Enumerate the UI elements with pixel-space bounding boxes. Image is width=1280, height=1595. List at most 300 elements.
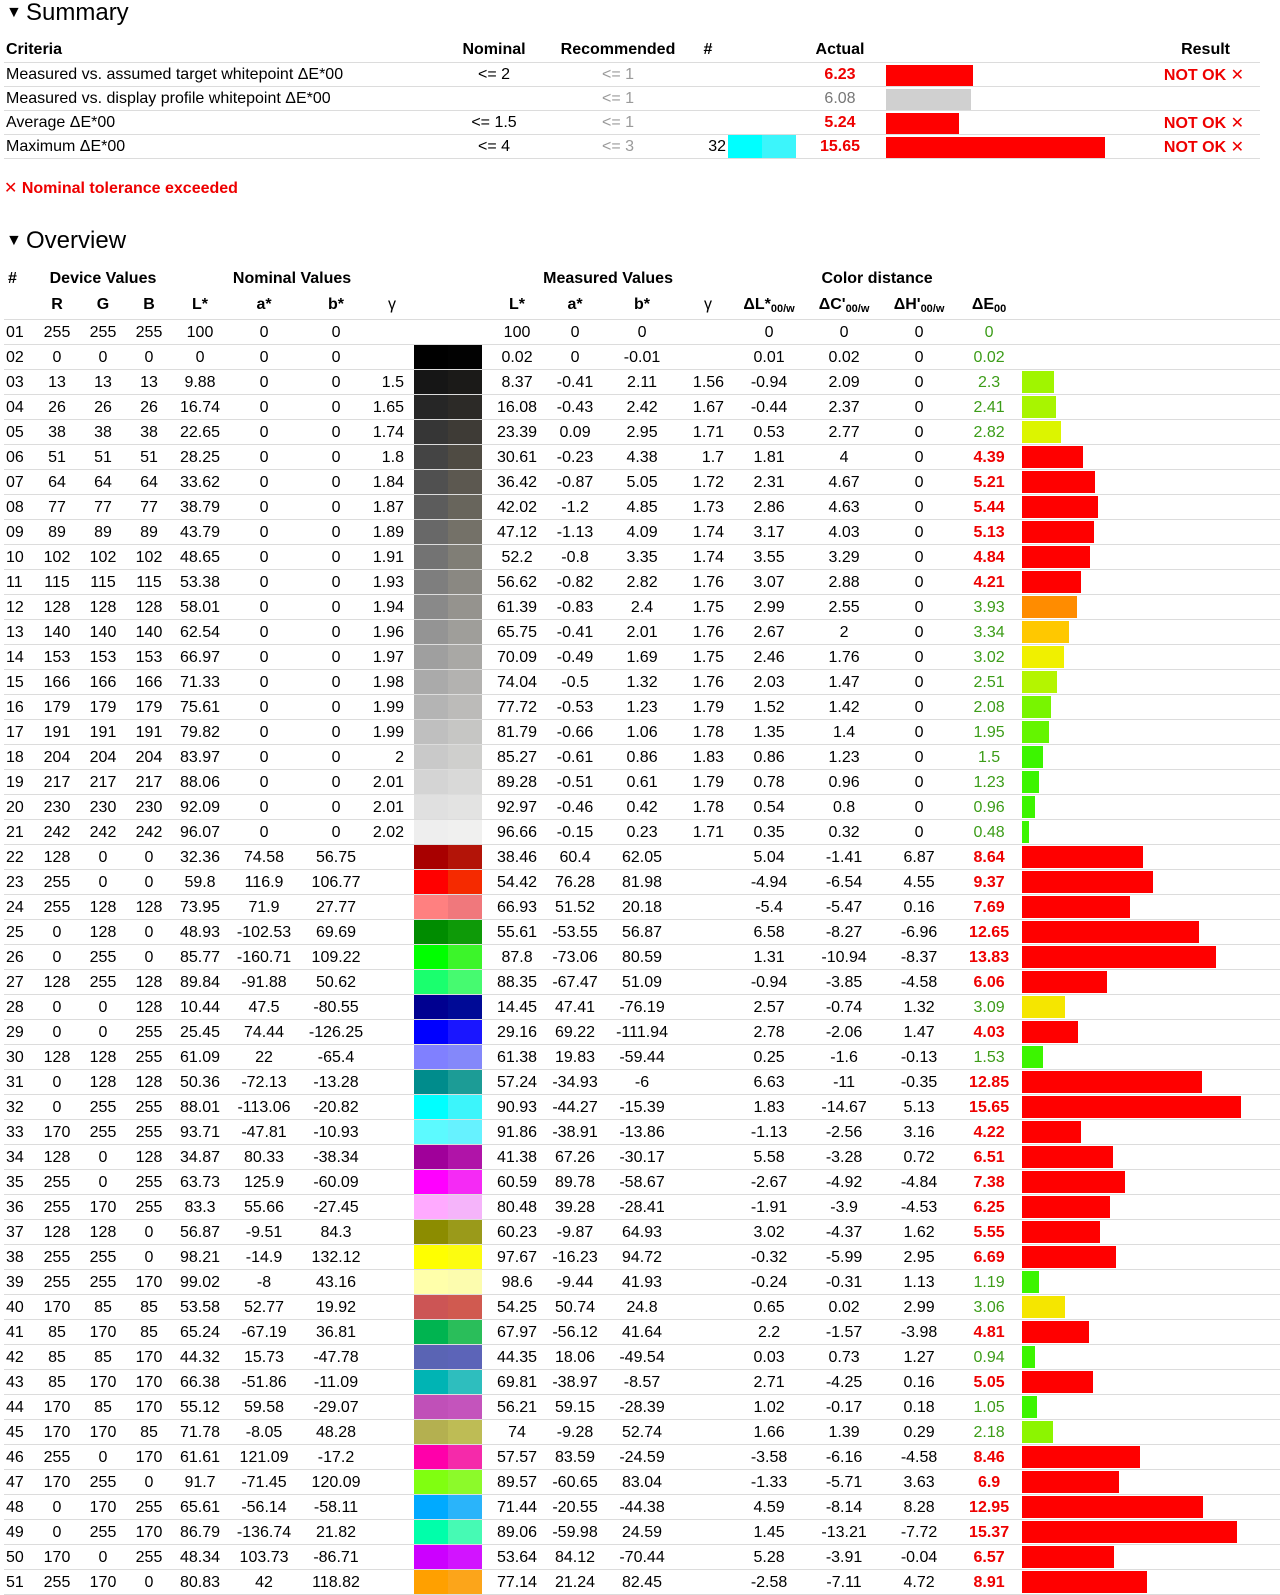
- nominal-b-cell: -86.71: [300, 1545, 372, 1570]
- summary-table: [4, 38, 1260, 159]
- delta-h-cell: 3.16: [882, 1120, 956, 1145]
- delta-l-cell: -0.32: [732, 1245, 806, 1270]
- measured-gamma-cell: 1.75: [684, 645, 732, 670]
- nominal-b-cell: 50.62: [300, 970, 372, 995]
- color-swatch-cell: [412, 720, 484, 745]
- measured-gamma-cell: [684, 1345, 732, 1370]
- delta-e-bar-cell: [1022, 870, 1280, 895]
- nominal-a-cell: 0: [228, 795, 300, 820]
- delta-c-cell: 1.76: [806, 645, 882, 670]
- delta-h-cell: 0.72: [882, 1145, 956, 1170]
- measured-b-cell: 2.42: [600, 395, 684, 420]
- measured-l-cell: 57.57: [484, 1445, 550, 1470]
- delta-l-cell: 1.52: [732, 695, 806, 720]
- index-cell: 46: [4, 1445, 34, 1470]
- swatch-cell: [728, 87, 796, 111]
- g-cell: 170: [80, 1420, 126, 1445]
- delta-e-bar-cell: [1022, 570, 1280, 595]
- nominal-b-cell: 0: [300, 370, 372, 395]
- nominal-l-cell: 66.97: [172, 645, 228, 670]
- nominal-a-cell: 125.9: [228, 1170, 300, 1195]
- table-row: [4, 870, 1280, 895]
- bar-cell: [884, 87, 1116, 111]
- nominal-b-cell: -60.09: [300, 1170, 372, 1195]
- table-row: [4, 1020, 1280, 1045]
- measured-b-cell: 80.59: [600, 945, 684, 970]
- table-row: [4, 1570, 1280, 1595]
- nominal-gamma-cell: [372, 1345, 412, 1370]
- g-cell: 191: [80, 720, 126, 745]
- measured-gamma-cell: [684, 1220, 732, 1245]
- nominal-gamma-cell: 1.74: [372, 420, 412, 445]
- measured-gamma-cell: [684, 1295, 732, 1320]
- index-cell: 48: [4, 1495, 34, 1520]
- measured-swatch: [448, 1420, 482, 1444]
- b-cell: 255: [126, 1195, 172, 1220]
- delta-e-bar-cell: [1022, 495, 1280, 520]
- measured-gamma-cell: [684, 1095, 732, 1120]
- nominal-b-cell: 0: [300, 570, 372, 595]
- delta-h-cell: 0: [882, 445, 956, 470]
- nominal-gamma-cell: [372, 920, 412, 945]
- measured-l-cell: 23.39: [484, 420, 550, 445]
- delta-e-cell: 5.55: [956, 1220, 1022, 1245]
- delta-c-cell: 1.42: [806, 695, 882, 720]
- delta-c-cell: 0.02: [806, 1295, 882, 1320]
- measured-l-cell: 41.38: [484, 1145, 550, 1170]
- measured-a-cell: 89.78: [550, 1170, 600, 1195]
- nominal-l-cell: 71.78: [172, 1420, 228, 1445]
- nominal-gamma-header: γ: [372, 290, 412, 320]
- r-cell: 255: [34, 895, 80, 920]
- nominal-a-cell: -102.53: [228, 920, 300, 945]
- table-row: [4, 595, 1280, 620]
- nominal-a-cell: 0: [228, 470, 300, 495]
- delta-c-cell: -3.28: [806, 1145, 882, 1170]
- delta-bar: [886, 65, 973, 86]
- measured-l-cell: 67.97: [484, 1320, 550, 1345]
- table-row: [4, 395, 1280, 420]
- index-cell: 29: [4, 1020, 34, 1045]
- summary-row: [4, 87, 1260, 111]
- delta-h-cell: 8.28: [882, 1495, 956, 1520]
- r-cell: 170: [34, 1120, 80, 1145]
- r-cell: 230: [34, 795, 80, 820]
- nominal-gamma-cell: 1.5: [372, 370, 412, 395]
- table-row: [4, 895, 1280, 920]
- index-cell: 24: [4, 895, 34, 920]
- b-cell: 217: [126, 770, 172, 795]
- measured-gamma-cell: [684, 320, 732, 345]
- actual-cell: 5.24: [796, 111, 884, 135]
- nominal-b-cell: 0: [300, 470, 372, 495]
- measured-l-cell: 0.02: [484, 345, 550, 370]
- r-cell: 85: [34, 1345, 80, 1370]
- delta-h-cell: -7.72: [882, 1520, 956, 1545]
- delta-e-cell: 3.34: [956, 620, 1022, 645]
- measured-l-cell: 38.46: [484, 845, 550, 870]
- delta-h-cell: -4.53: [882, 1195, 956, 1220]
- measured-b-cell: 2.11: [600, 370, 684, 395]
- color-swatch-cell: [412, 345, 484, 370]
- measured-swatch: [448, 1445, 482, 1469]
- delta-h-cell: 0: [882, 420, 956, 445]
- measured-l-cell: 77.72: [484, 695, 550, 720]
- r-cell: 85: [34, 1320, 80, 1345]
- recommended-cell: <= 1: [548, 111, 688, 135]
- delta-e-bar-cell: [1022, 520, 1280, 545]
- table-row: [4, 1070, 1280, 1095]
- delta-e-bar: [1022, 596, 1077, 618]
- measured-l-cell: 100: [484, 320, 550, 345]
- b-cell: 230: [126, 795, 172, 820]
- b-cell: 85: [126, 1320, 172, 1345]
- delta-c-cell: 2.88: [806, 570, 882, 595]
- delta-e-bar-cell: [1022, 1370, 1280, 1395]
- color-swatch-cell: [412, 1220, 484, 1245]
- g-cell: 51: [80, 445, 126, 470]
- delta-e-cell: 1.5: [956, 745, 1022, 770]
- measured-gamma-cell: [684, 1245, 732, 1270]
- nominal-l-cell: 50.36: [172, 1070, 228, 1095]
- nominal-gamma-cell: [372, 1395, 412, 1420]
- delta-e-bar: [1022, 1271, 1039, 1293]
- g-cell: 170: [80, 1195, 126, 1220]
- r-cell: 255: [34, 1570, 80, 1595]
- delta-e-bar-cell: [1022, 545, 1280, 570]
- r-cell: 0: [34, 920, 80, 945]
- measured-a-cell: 67.26: [550, 1145, 600, 1170]
- b-cell: 85: [126, 1295, 172, 1320]
- measured-swatch: [448, 970, 482, 994]
- nominal-swatch: [414, 545, 448, 569]
- nominal-gamma-cell: [372, 995, 412, 1020]
- color-swatch-cell: [412, 1195, 484, 1220]
- color-swatch-cell: [412, 445, 484, 470]
- delta-l-cell: 0.65: [732, 1295, 806, 1320]
- nominal-l-cell: 83.97: [172, 745, 228, 770]
- measured-gamma-cell: [684, 1520, 732, 1545]
- g-cell: 128: [80, 895, 126, 920]
- measured-swatch: [448, 1520, 482, 1544]
- g-cell: 255: [80, 1470, 126, 1495]
- index-cell: 41: [4, 1320, 34, 1345]
- delta-l-cell: 3.17: [732, 520, 806, 545]
- measured-b-cell: 64.93: [600, 1220, 684, 1245]
- nominal-swatch: [414, 1320, 448, 1344]
- g-cell: 255: [80, 1120, 126, 1145]
- delta-l-cell: 0.78: [732, 770, 806, 795]
- summary-heading[interactable]: [6, 0, 129, 26]
- nominal-l-cell: 88.01: [172, 1095, 228, 1120]
- delta-e-bar-cell: [1022, 1395, 1280, 1420]
- nominal-l-cell: 91.7: [172, 1470, 228, 1495]
- delta-c-cell: 2: [806, 620, 882, 645]
- r-cell: 26: [34, 395, 80, 420]
- delta-e-cell: 8.64: [956, 845, 1022, 870]
- table-row: [4, 1345, 1280, 1370]
- measured-b-cell: 1.23: [600, 695, 684, 720]
- measured-a-cell: -0.43: [550, 395, 600, 420]
- nominal-gamma-cell: [372, 1195, 412, 1220]
- nominal-b-cell: 48.28: [300, 1420, 372, 1445]
- delta-e-bar: [1022, 1321, 1089, 1343]
- measured-b-cell: -24.59: [600, 1445, 684, 1470]
- nominal-b-cell: -65.4: [300, 1045, 372, 1070]
- delta-e-bar-cell: [1022, 320, 1280, 345]
- index-cell: 30: [4, 1045, 34, 1070]
- measured-gamma-cell: [684, 970, 732, 995]
- summary-title: Summary: [26, 0, 129, 26]
- delta-c-cell: -11: [806, 1070, 882, 1095]
- table-row: [4, 920, 1280, 945]
- delta-c-cell: 0.96: [806, 770, 882, 795]
- measured-gamma-cell: 1.79: [684, 770, 732, 795]
- measured-b-cell: 1.06: [600, 720, 684, 745]
- measured-a-cell: -0.8: [550, 545, 600, 570]
- delta-e-bar: [1022, 521, 1094, 543]
- g-cell: 13: [80, 370, 126, 395]
- delta-e-bar-cell: [1022, 1470, 1280, 1495]
- delta-e-bar: [1022, 371, 1054, 393]
- b-cell: 140: [126, 620, 172, 645]
- r-cell: 170: [34, 1295, 80, 1320]
- measured-a-cell: -0.46: [550, 795, 600, 820]
- delta-l-cell: 2.71: [732, 1370, 806, 1395]
- measured-l-cell: 74.04: [484, 670, 550, 695]
- table-row: [4, 1120, 1280, 1145]
- collapse-triangle-icon[interactable]: ▼: [6, 232, 22, 249]
- delta-e-cell: 4.84: [956, 545, 1022, 570]
- measured-a-cell: -0.61: [550, 745, 600, 770]
- delta-c-cell: -10.94: [806, 945, 882, 970]
- b-cell: 85: [126, 1420, 172, 1445]
- measured-a-cell: 47.41: [550, 995, 600, 1020]
- delta-l-cell: 2.46: [732, 645, 806, 670]
- delta-c-cell: -7.11: [806, 1570, 882, 1595]
- nominal-a-cell: 0: [228, 620, 300, 645]
- nominal-gamma-cell: [372, 1470, 412, 1495]
- b-cell: 255: [126, 1020, 172, 1045]
- nominal-swatch: [414, 895, 448, 919]
- delta-e-bar-cell: [1022, 895, 1280, 920]
- b-header: B: [126, 290, 172, 320]
- nominal-l-cell: 75.61: [172, 695, 228, 720]
- b-cell: 191: [126, 720, 172, 745]
- table-row: [4, 1295, 1280, 1320]
- measured-gamma-cell: 1.56: [684, 370, 732, 395]
- g-cell: 0: [80, 1020, 126, 1045]
- measured-b-cell: 81.98: [600, 870, 684, 895]
- color-swatch-cell: [412, 420, 484, 445]
- nominal-l-cell: 53.58: [172, 1295, 228, 1320]
- r-cell: 0: [34, 1495, 80, 1520]
- nominal-gamma-cell: [372, 970, 412, 995]
- delta-e-cell: 6.06: [956, 970, 1022, 995]
- color-swatch-cell: [412, 1295, 484, 1320]
- measured-gamma-cell: [684, 1570, 732, 1595]
- nominal-b-cell: 0: [300, 520, 372, 545]
- measured-gamma-cell: [684, 1545, 732, 1570]
- delta-e-bar-cell: [1022, 595, 1280, 620]
- delta-h-cell: 0: [882, 720, 956, 745]
- measured-swatch: [448, 1070, 482, 1094]
- measured-swatch: [448, 645, 482, 669]
- r-cell: 115: [34, 570, 80, 595]
- index-cell: 12: [4, 595, 34, 620]
- measured-swatch: [448, 920, 482, 944]
- delta-e-bar-cell: [1022, 1145, 1280, 1170]
- measured-swatch: [448, 995, 482, 1019]
- delta-e-bar-cell: [1022, 1295, 1280, 1320]
- measured-l-header: L*: [484, 290, 550, 320]
- delta-c-cell: -0.74: [806, 995, 882, 1020]
- delta-e-bar: [1022, 1421, 1053, 1443]
- r-cell: 128: [34, 595, 80, 620]
- measured-gamma-cell: 1.79: [684, 695, 732, 720]
- nominal-b-cell: 69.69: [300, 920, 372, 945]
- nominal-l-cell: 48.65: [172, 545, 228, 570]
- r-cell: 0: [34, 345, 80, 370]
- nominal-swatch: [414, 645, 448, 669]
- nominal-swatch: [414, 1095, 448, 1119]
- measured-a-cell: -0.5: [550, 670, 600, 695]
- delta-e-cell: 12.65: [956, 920, 1022, 945]
- measured-swatch: [448, 1095, 482, 1119]
- measured-l-cell: 65.75: [484, 620, 550, 645]
- index-cell: 47: [4, 1470, 34, 1495]
- delta-e-cell: 6.25: [956, 1195, 1022, 1220]
- index-cell: 07: [4, 470, 34, 495]
- measured-b-cell: 0.61: [600, 770, 684, 795]
- nominal-a-cell: 22: [228, 1045, 300, 1070]
- nominal-gamma-cell: 1.84: [372, 470, 412, 495]
- measured-swatch: [448, 695, 482, 719]
- nominal-b-cell: -58.11: [300, 1495, 372, 1520]
- measured-b-cell: 0.42: [600, 795, 684, 820]
- b-cell: 255: [126, 1045, 172, 1070]
- nominal-l-cell: 53.38: [172, 570, 228, 595]
- measured-b-cell: -111.94: [600, 1020, 684, 1045]
- delta-c-cell: 4: [806, 445, 882, 470]
- index-cell: 14: [4, 645, 34, 670]
- measured-gamma-cell: [684, 1145, 732, 1170]
- delta-c-cell: 0.02: [806, 345, 882, 370]
- measured-b-cell: -0.01: [600, 345, 684, 370]
- measured-b-cell: 41.64: [600, 1320, 684, 1345]
- delta-e-bar: [1022, 796, 1035, 818]
- delta-e-bar-cell: [1022, 820, 1280, 845]
- measured-a-cell: -9.28: [550, 1420, 600, 1445]
- index-cell: 04: [4, 395, 34, 420]
- nominal-gamma-cell: [372, 1145, 412, 1170]
- nominal-swatch: [414, 1270, 448, 1294]
- measured-gamma-cell: [684, 1195, 732, 1220]
- measured-a-cell: 0: [550, 320, 600, 345]
- nominal-cell: <= 4: [440, 135, 548, 159]
- nominal-l-cell: 85.77: [172, 945, 228, 970]
- delta-l-header: $\Delta L*_{00/w}$: [732, 290, 806, 320]
- overview-heading[interactable]: [6, 228, 126, 254]
- b-cell: 128: [126, 995, 172, 1020]
- r-cell: 13: [34, 370, 80, 395]
- nominal-a-cell: 47.5: [228, 995, 300, 1020]
- measured-l-cell: 89.57: [484, 1470, 550, 1495]
- delta-c-cell: -5.47: [806, 895, 882, 920]
- delta-e-bar-cell: [1022, 1570, 1280, 1595]
- g-cell: 179: [80, 695, 126, 720]
- measured-gamma-cell: [684, 945, 732, 970]
- measured-gamma-cell: [684, 345, 732, 370]
- measured-swatch: [448, 895, 482, 919]
- collapse-triangle-icon[interactable]: ▼: [6, 4, 22, 21]
- delta-l-cell: 6.58: [732, 920, 806, 945]
- g-cell: 255: [80, 1095, 126, 1120]
- measured-gamma-cell: [684, 1495, 732, 1520]
- b-cell: 0: [126, 870, 172, 895]
- color-swatch-cell: [412, 1445, 484, 1470]
- color-swatch-cell: [412, 870, 484, 895]
- b-cell: 26: [126, 395, 172, 420]
- b-cell: 170: [126, 1270, 172, 1295]
- color-swatch-cell: [412, 920, 484, 945]
- nominal-swatch: [414, 770, 448, 794]
- nominal-cell: <= 2: [440, 63, 548, 87]
- index-cell: 37: [4, 1220, 34, 1245]
- g-cell: 128: [80, 1220, 126, 1245]
- criteria-cell: Maximum ΔE*00: [4, 135, 440, 159]
- delta-l-cell: 0.01: [732, 345, 806, 370]
- table-row: [4, 370, 1280, 395]
- nominal-swatch: [414, 1020, 448, 1044]
- nominal-b-cell: -13.28: [300, 1070, 372, 1095]
- count-cell: [688, 63, 728, 87]
- delta-e-bar-cell: [1022, 645, 1280, 670]
- r-cell: 128: [34, 970, 80, 995]
- index-cell: 49: [4, 1520, 34, 1545]
- measured-gamma-cell: 1.67: [684, 395, 732, 420]
- nominal-gamma-cell: 1.93: [372, 570, 412, 595]
- delta-e-cell: 2.3: [956, 370, 1022, 395]
- index-cell: 50: [4, 1545, 34, 1570]
- nominal-b-cell: 109.22: [300, 945, 372, 970]
- delta-bar: [886, 137, 1105, 158]
- delta-e-cell: 0.94: [956, 1345, 1022, 1370]
- measured-gamma-cell: [684, 1045, 732, 1070]
- b-cell: 204: [126, 745, 172, 770]
- measured-l-cell: 61.38: [484, 1045, 550, 1070]
- delta-h-cell: -0.04: [882, 1545, 956, 1570]
- table-row: [4, 1420, 1280, 1445]
- delta-h-cell: 0: [882, 670, 956, 695]
- measured-b-cell: 0: [600, 320, 684, 345]
- measured-swatch: [448, 1195, 482, 1219]
- g-header: G: [80, 290, 126, 320]
- delta-l-cell: 0.35: [732, 820, 806, 845]
- measured-b-cell: -58.67: [600, 1170, 684, 1195]
- delta-e-cell: 5.05: [956, 1370, 1022, 1395]
- delta-l-cell: 5.58: [732, 1145, 806, 1170]
- delta-c-cell: -0.31: [806, 1270, 882, 1295]
- delta-e-bar-cell: [1022, 370, 1280, 395]
- r-cell: 170: [34, 1545, 80, 1570]
- measured-a-cell: -20.55: [550, 1495, 600, 1520]
- delta-e-cell: 7.38: [956, 1170, 1022, 1195]
- delta-l-cell: 2.31: [732, 470, 806, 495]
- measured-swatch: [448, 320, 482, 344]
- measured-b-cell: 41.93: [600, 1270, 684, 1295]
- measured-a-cell: -0.51: [550, 770, 600, 795]
